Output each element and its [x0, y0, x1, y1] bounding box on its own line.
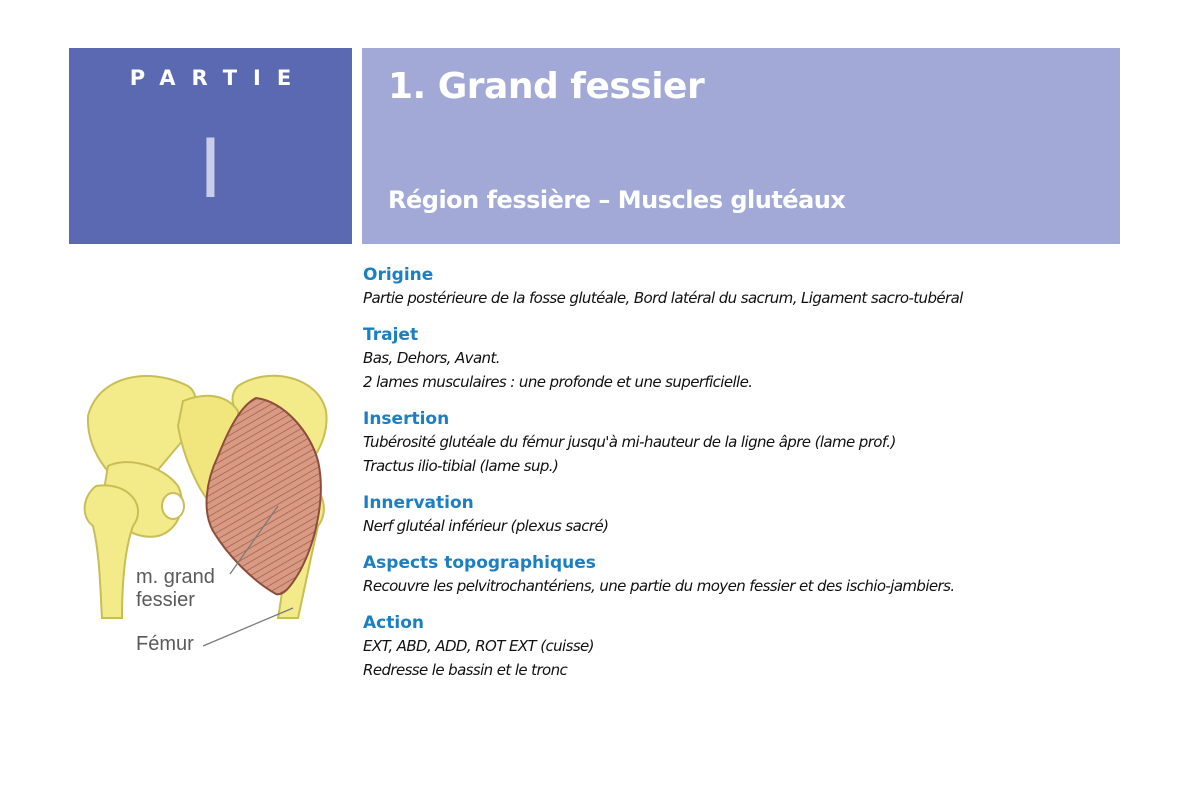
partie-number: I — [198, 120, 223, 216]
section-heading: Trajet — [363, 325, 419, 345]
section-heading: Action — [363, 613, 424, 633]
partie-label: PARTIE — [129, 66, 308, 90]
title-box — [362, 48, 1120, 244]
muscle-label-line2: fessier — [136, 589, 195, 611]
muscle-description — [363, 264, 1163, 696]
section-line: Tractus ilio-tibial (lame sup.) — [363, 457, 559, 475]
section-trajet — [363, 324, 1163, 394]
section-heading: Aspects topographiques — [363, 553, 596, 573]
section-insertion — [363, 408, 1163, 478]
section-line: Tubérosité glutéale du fémur jusqu'à mi-hauteur de la ligne âpre (lame prof.) — [363, 433, 896, 451]
section-heading: Origine — [363, 265, 434, 285]
section-line: 2 lames musculaires : une profonde et une superficielle. — [363, 373, 753, 391]
gluteus-maximus-illustration — [78, 356, 338, 666]
section-heading: Innervation — [363, 493, 474, 513]
pelvis-drawing — [78, 356, 338, 666]
muscle-label-line1: m. grand — [136, 566, 215, 588]
section-innervation — [363, 492, 1163, 538]
section-line: EXT, ABD, ADD, ROT EXT (cuisse) — [363, 637, 594, 655]
partie-box — [69, 48, 352, 244]
section-action — [363, 612, 1163, 682]
femur-label: Fémur — [136, 633, 194, 655]
section-line: Redresse le bassin et le tronc — [363, 661, 568, 679]
section-heading: Insertion — [363, 409, 450, 429]
section-line: Recouvre les pelvitrochantériens, une partie du moyen fessier et des ischio-jambiers. — [363, 577, 955, 595]
section-origine — [363, 264, 1163, 310]
page-subtitle: Région fessière – Muscles glutéaux — [388, 186, 846, 214]
page-title: 1. Grand fessier — [388, 66, 705, 107]
section-line: Nerf glutéal inférieur (plexus sacré) — [363, 517, 609, 535]
section-line: Partie postérieure de la fosse glutéale, Bord latéral du sacrum, Ligament sacro-tubéral — [363, 289, 963, 307]
section-line: Bas, Dehors, Avant. — [363, 349, 500, 367]
section-aspects-topographiques — [363, 552, 1163, 598]
